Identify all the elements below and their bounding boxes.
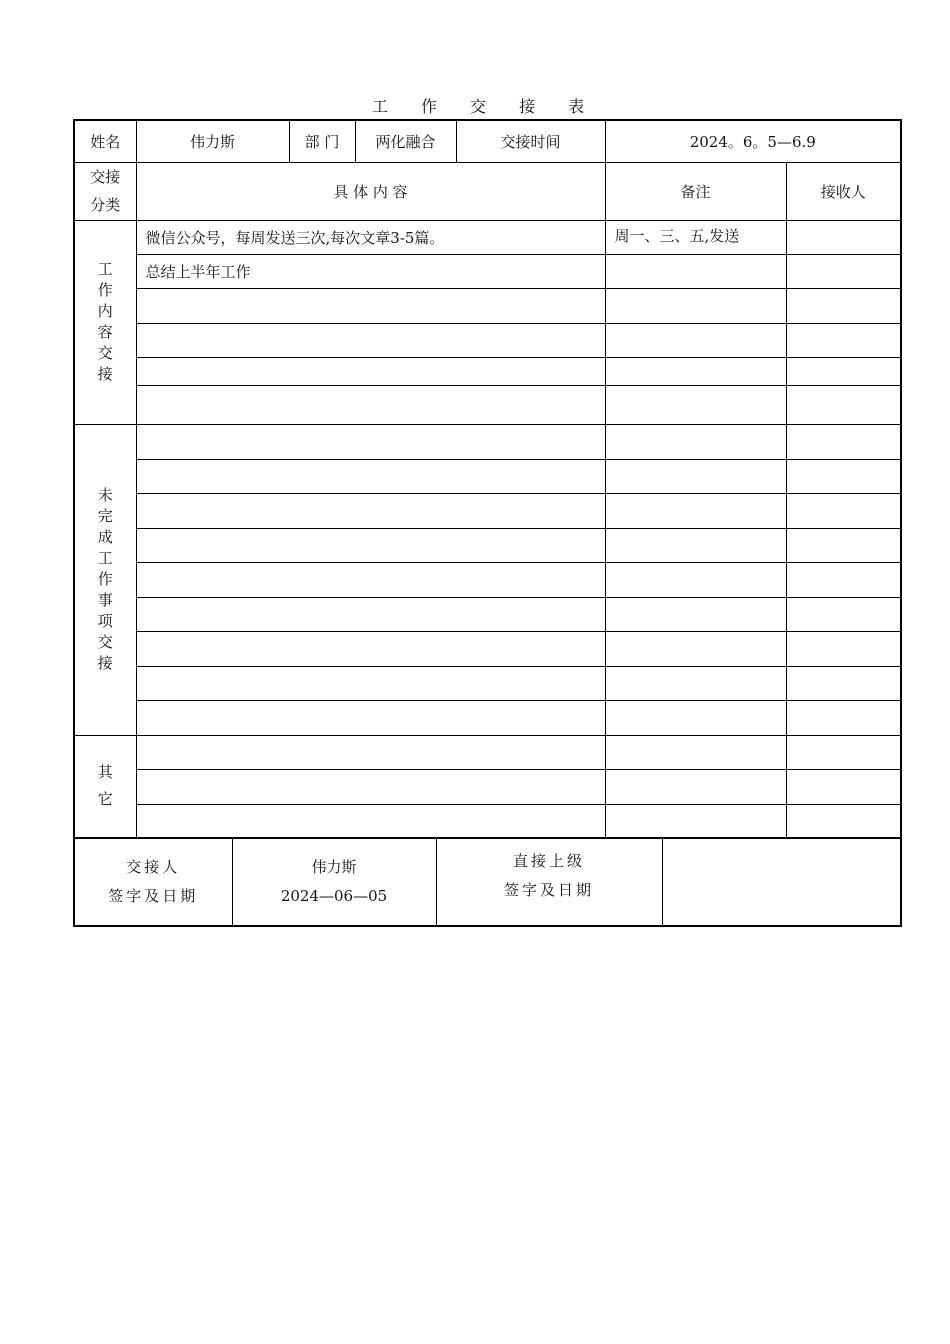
remark-cell[interactable] [605, 597, 786, 631]
section-label-other: 其 它 [74, 735, 136, 838]
form-title: 工 作 交 接 表 [371, 97, 599, 116]
content-cell[interactable]: 微信公众号，每周发送三次,每次文章3-5篇。 [136, 220, 605, 254]
receiver-cell[interactable] [786, 631, 901, 666]
table-row [74, 220, 901, 254]
remark-cell[interactable]: 周一、三、五,发送 [605, 220, 786, 254]
content-cell[interactable] [136, 385, 605, 424]
dept-label: 部 门 [289, 120, 355, 162]
remark-cell[interactable] [605, 357, 786, 385]
table-row [74, 597, 901, 631]
receiver-cell[interactable] [786, 459, 901, 493]
supervisor-label-line1: 直接上级 [512, 852, 585, 870]
table-row [74, 385, 901, 424]
content-cell[interactable] [136, 424, 605, 459]
remark-cell[interactable] [605, 385, 786, 424]
remark-cell[interactable] [605, 288, 786, 323]
supervisor-label-line2: 签字及日期 [503, 881, 594, 899]
receiver-cell[interactable] [786, 769, 901, 804]
content-cell[interactable] [136, 735, 605, 769]
section-label-unfinished-items: 未 完 成 工 作 事 项 交 接 [74, 424, 136, 735]
content-cell[interactable] [136, 666, 605, 700]
receiver-cell[interactable] [786, 804, 901, 838]
receiver-cell[interactable] [786, 597, 901, 631]
handover-person-label-line2: 签字及日期 [108, 887, 199, 905]
remark-cell[interactable] [605, 735, 786, 769]
receiver-cell[interactable] [786, 666, 901, 700]
table-row [74, 528, 901, 562]
content-cell[interactable] [136, 562, 605, 597]
dept-value: 两化融合 [355, 120, 456, 162]
remark-cell[interactable] [605, 323, 786, 357]
handover-table [73, 119, 902, 839]
supervisor-signature[interactable] [662, 839, 901, 926]
remark-cell[interactable] [605, 700, 786, 735]
receiver-cell[interactable] [786, 288, 901, 323]
remark-cell[interactable] [605, 804, 786, 838]
receiver-cell[interactable] [786, 357, 901, 385]
remark-cell[interactable] [605, 254, 786, 288]
receiver-cell[interactable] [786, 562, 901, 597]
name-label: 姓名 [74, 120, 136, 162]
handover-person-label-line1: 交接人 [126, 858, 181, 876]
handover-signature[interactable] [232, 839, 436, 926]
table-row [74, 735, 901, 769]
remark-cell[interactable] [605, 769, 786, 804]
content-cell[interactable] [136, 528, 605, 562]
table-row [74, 804, 901, 838]
table-row [74, 631, 901, 666]
content-cell[interactable] [136, 804, 605, 838]
table-row [74, 493, 901, 528]
content-cell[interactable] [136, 357, 605, 385]
content-cell[interactable] [136, 493, 605, 528]
content-cell[interactable] [136, 288, 605, 323]
handover-person-label [74, 839, 232, 926]
table-row [74, 357, 901, 385]
remark-cell[interactable] [605, 666, 786, 700]
content-cell[interactable] [136, 323, 605, 357]
table-row [74, 323, 901, 357]
remark-cell[interactable] [605, 424, 786, 459]
category-header-line2: 分类 [90, 196, 121, 214]
receiver-cell[interactable] [786, 254, 901, 288]
supervisor-label [436, 839, 662, 926]
remark-header: 备注 [605, 162, 786, 220]
table-row [74, 700, 901, 735]
content-header: 具 体 内 容 [136, 162, 605, 220]
content-cell[interactable]: 总结上半年工作 [136, 254, 605, 288]
receiver-cell[interactable] [786, 528, 901, 562]
table-row [74, 424, 901, 459]
handover-time-label: 交接时间 [456, 120, 605, 162]
table-row [74, 254, 901, 288]
category-header-line1: 交接 [90, 168, 121, 186]
receiver-header: 接收人 [786, 162, 901, 220]
receiver-cell[interactable] [786, 700, 901, 735]
signature-table [73, 839, 902, 927]
category-header [74, 162, 136, 220]
receiver-cell[interactable] [786, 385, 901, 424]
table-row [74, 288, 901, 323]
remark-cell[interactable] [605, 562, 786, 597]
handover-sign-date: 2024—06—05 [280, 887, 388, 905]
handover-signer-name: 伟力斯 [311, 858, 357, 876]
receiver-cell[interactable] [786, 220, 901, 254]
receiver-cell[interactable] [786, 323, 901, 357]
content-cell[interactable] [136, 631, 605, 666]
info-row [74, 120, 901, 162]
remark-cell[interactable] [605, 631, 786, 666]
section-label-work-content: 工 作 内 容 交 接 [74, 220, 136, 424]
content-cell[interactable] [136, 459, 605, 493]
content-cell[interactable] [136, 769, 605, 804]
remark-cell[interactable] [605, 493, 786, 528]
table-row [74, 666, 901, 700]
receiver-cell[interactable] [786, 493, 901, 528]
table-row [74, 459, 901, 493]
content-cell[interactable] [136, 597, 605, 631]
name-value: 伟力斯 [136, 120, 289, 162]
remark-cell[interactable] [605, 528, 786, 562]
handover-time-value: 2024。6。5—6.9 [605, 120, 901, 162]
table-row [74, 769, 901, 804]
header-row [74, 162, 901, 220]
content-cell[interactable] [136, 700, 605, 735]
table-row [74, 562, 901, 597]
receiver-cell[interactable] [786, 424, 901, 459]
receiver-cell[interactable] [786, 735, 901, 769]
remark-cell[interactable] [605, 459, 786, 493]
